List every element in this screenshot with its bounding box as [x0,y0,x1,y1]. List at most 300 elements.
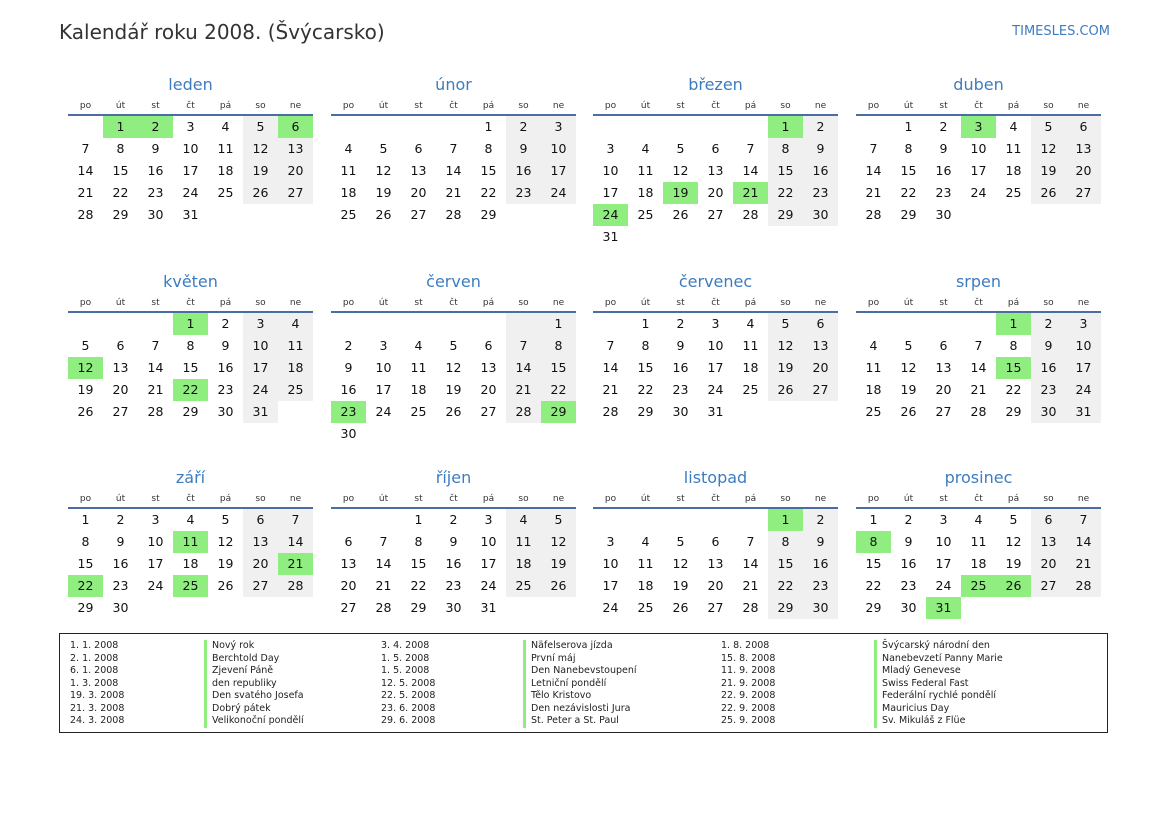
day-cell: 11 [637,163,654,178]
day-cell: 7 [606,338,615,353]
day-cell: 31 [1066,401,1101,423]
month-name: srpen [955,272,1002,291]
day-cell: 20 [112,382,129,397]
day-grid [593,313,838,423]
day-cell: 15 [77,556,94,571]
day-cell: 9 [1031,335,1066,357]
legend-names [204,640,304,728]
day-cell: 2 [221,316,230,331]
empty-cell [366,509,401,531]
month-name: leden [168,75,213,94]
day-cell: 10 [602,163,619,178]
legend-date: 11. 9. 2008 [721,665,776,676]
day-cell: 25 [1005,185,1022,200]
empty-cell [173,597,208,619]
day-cell: 2 [506,116,541,138]
day-cell: 6 [1066,116,1101,138]
day-cell: 10 [375,360,392,375]
day-cell: 9 [344,360,353,375]
weekday-label: čt [974,298,983,308]
weekday-label: st [414,298,423,308]
day-cell: 11 [278,335,313,357]
empty-cell [331,313,366,335]
day-cell: 16 [900,556,917,571]
empty-cell [1031,597,1066,619]
day-cell: 22 [410,578,427,593]
weekday-label: so [780,298,791,308]
day-cell: 19 [445,382,462,397]
day-cell: 19 [541,553,576,575]
day-cell: 12 [445,360,462,375]
day-cell: 1 [768,116,803,138]
legend-holiday-name: Swiss Federal Fast [874,678,1003,691]
legend-date: 22. 9. 2008 [721,702,776,714]
empty-cell [68,116,103,138]
day-cell: 27 [707,207,724,222]
day-cell: 23 [331,401,366,423]
day-cell: 21 [865,185,882,200]
day-cell: 31 [602,229,619,244]
weekday-label: ne [814,298,827,308]
day-cell: 14 [147,360,164,375]
day-cell: 23 [147,185,164,200]
day-cell: 18 [865,382,882,397]
day-cell: 11 [506,531,541,553]
weekday-header [856,98,1101,116]
day-cell: 27 [707,600,724,615]
day-cell: 18 [637,185,654,200]
month-name: červenec [678,272,753,291]
day-cell: 2 [803,116,838,138]
day-cell: 17 [243,357,278,379]
day-cell: 20 [340,578,357,593]
weekday-label: so [255,101,266,111]
empty-cell [401,423,436,445]
empty-cell [733,401,768,423]
weekday-label: čt [449,494,458,504]
day-cell: 26 [445,404,462,419]
weekday-label: ne [552,101,565,111]
empty-cell [243,204,278,226]
day-cell: 27 [1066,182,1101,204]
day-cell: 16 [506,160,541,182]
day-cell: 12 [672,163,689,178]
day-cell: 12 [541,531,576,553]
weekday-label: ne [552,298,565,308]
weekday-label: ne [289,101,302,111]
day-cell: 16 [672,360,689,375]
day-cell: 18 [340,185,357,200]
day-cell: 8 [81,534,90,549]
day-cell: 2 [1031,313,1066,335]
weekday-label: st [414,494,423,504]
day-cell: 23 [445,578,462,593]
day-cell: 9 [803,531,838,553]
day-cell: 24 [970,185,987,200]
day-cell: 1 [484,119,493,134]
day-cell: 17 [1066,357,1101,379]
day-cell: 4 [414,338,423,353]
day-cell: 12 [900,360,917,375]
weekday-label: pá [744,101,757,111]
legend-holiday-name: Švýcarský národní den [874,640,1003,653]
day-cell: 21 [375,578,392,593]
day-cell: 9 [221,338,230,353]
weekday-label: so [1043,494,1054,504]
day-cell: 28 [278,575,313,597]
day-cell: 15 [112,163,129,178]
month-leden [68,74,313,226]
day-cell: 2 [803,509,838,531]
empty-cell [138,313,173,335]
legend-date: 25. 9. 2008 [721,715,776,726]
day-cell: 29 [182,404,199,419]
day-cell: 10 [243,335,278,357]
day-cell: 4 [221,119,230,134]
day-cell: 23 [1031,379,1066,401]
day-cell: 18 [970,556,987,571]
day-cell: 28 [375,600,392,615]
day-cell: 21 [278,553,313,575]
day-cell: 15 [865,556,882,571]
day-cell: 5 [1009,512,1018,527]
legend-names [523,640,637,728]
day-cell: 2 [904,512,913,527]
legend-holiday-name: Dobrý pátek [204,703,304,716]
day-cell: 30 [217,404,234,419]
day-cell: 30 [900,600,917,615]
day-cell: 11 [970,534,987,549]
day-cell: 9 [904,534,913,549]
empty-cell [663,116,698,138]
day-cell: 8 [484,141,493,156]
day-cell: 4 [278,313,313,335]
day-cell: 30 [445,600,462,615]
month-name: duben [953,75,1004,94]
day-cell: 28 [742,207,759,222]
empty-cell [803,226,838,248]
day-cell: 26 [217,578,234,593]
day-cell: 2 [939,119,948,134]
empty-cell [663,226,698,248]
day-cell: 26 [375,207,392,222]
day-cell: 26 [77,404,94,419]
empty-cell [138,597,173,619]
empty-cell [278,401,313,423]
day-cell: 11 [340,163,357,178]
empty-cell [768,226,803,248]
day-cell: 27 [243,575,278,597]
day-cell: 9 [449,534,458,549]
weekday-label: pá [744,298,757,308]
day-cell: 2 [676,316,685,331]
day-cell: 4 [974,512,983,527]
day-cell: 27 [340,600,357,615]
day-cell: 18 [506,553,541,575]
day-cell: 18 [217,163,234,178]
legend-holiday-name: Den nezávislosti Jura [523,703,637,716]
day-cell: 29 [410,600,427,615]
weekday-label: čt [974,494,983,504]
day-cell: 25 [637,207,654,222]
legend-date: 29. 6. 2008 [381,715,436,726]
day-cell: 9 [939,141,948,156]
day-cell: 24 [147,578,164,593]
legend-date: 1. 5. 2008 [381,652,430,664]
legend-date: 19. 3. 2008 [70,690,125,701]
day-cell: 31 [243,401,278,423]
day-cell: 21 [1066,553,1101,575]
empty-cell [506,423,541,445]
empty-cell [436,116,471,138]
weekday-header [331,98,576,116]
month-říjen [331,467,576,619]
weekday-label: po [604,494,617,504]
site-link[interactable]: TIMESLES.COM [1012,24,1110,39]
day-cell: 12 [375,163,392,178]
day-cell: 18 [182,556,199,571]
weekday-label: pá [482,101,495,111]
month-listopad [593,467,838,619]
empty-cell [698,226,733,248]
weekday-label: so [1043,298,1054,308]
day-cell: 26 [768,379,803,401]
day-cell: 4 [641,534,650,549]
day-cell: 24 [541,182,576,204]
day-cell: 17 [602,185,619,200]
day-cell: 5 [676,534,685,549]
weekday-label: st [676,101,685,111]
day-cell: 22 [1005,382,1022,397]
weekday-label: so [255,494,266,504]
day-cell: 1 [173,313,208,335]
legend-holiday-name: Mladý Genevese [874,665,1003,678]
day-cell: 25 [742,382,759,397]
day-cell: 2 [138,116,173,138]
day-cell: 7 [379,534,388,549]
weekday-label: ne [814,494,827,504]
day-cell: 10 [480,534,497,549]
day-cell: 25 [961,575,996,597]
day-cell: 29 [480,207,497,222]
weekday-label: ne [1077,101,1090,111]
day-cell: 5 [221,512,230,527]
day-cell: 13 [340,556,357,571]
weekday-label: ne [289,494,302,504]
day-cell: 30 [803,597,838,619]
day-cell: 4 [506,509,541,531]
day-cell: 28 [865,207,882,222]
day-cell: 8 [768,138,803,160]
legend-holiday-name: Letniční pondělí [523,678,637,691]
day-cell: 22 [768,575,803,597]
day-cell: 25 [637,600,654,615]
day-cell: 20 [243,553,278,575]
day-cell: 28 [602,404,619,419]
legend-holiday-name: Den Nanebevstoupení [523,665,637,678]
day-cell: 22 [480,185,497,200]
weekday-label: so [518,101,529,111]
day-cell: 24 [182,185,199,200]
day-cell: 12 [243,138,278,160]
day-cell: 9 [116,534,125,549]
holiday-legend [59,633,1108,733]
empty-cell [961,597,996,619]
day-cell: 13 [112,360,129,375]
day-cell: 24 [707,382,724,397]
day-cell: 20 [1031,553,1066,575]
day-cell: 10 [970,141,987,156]
day-cell: 5 [449,338,458,353]
day-cell: 8 [541,335,576,357]
weekday-header [856,491,1101,509]
day-cell: 4 [1009,119,1018,134]
day-cell: 24 [480,578,497,593]
empty-cell [891,313,926,335]
day-cell: 16 [803,160,838,182]
day-cell: 7 [746,141,755,156]
day-cell: 24 [593,204,628,226]
weekday-label: ne [552,494,565,504]
day-cell: 14 [506,357,541,379]
empty-cell [1066,204,1101,226]
day-cell: 29 [637,404,654,419]
day-cell: 16 [217,360,234,375]
weekday-label: so [1043,101,1054,111]
weekday-label: ne [1077,298,1090,308]
day-cell: 29 [541,401,576,423]
day-cell: 5 [904,338,913,353]
weekday-label: čt [186,298,195,308]
day-cell: 6 [939,338,948,353]
weekday-label: čt [449,101,458,111]
day-cell: 7 [151,338,160,353]
empty-cell [996,597,1031,619]
day-cell: 3 [606,534,615,549]
month-duben [856,74,1101,226]
day-cell: 5 [243,116,278,138]
weekday-label: út [640,494,651,504]
day-cell: 19 [1005,556,1022,571]
day-cell: 11 [742,338,759,353]
empty-cell [436,313,471,335]
day-cell: 19 [663,182,698,204]
weekday-label: čt [974,101,983,111]
empty-cell [733,509,768,531]
day-cell: 1 [414,512,423,527]
day-cell: 1 [81,512,90,527]
day-cell: 21 [506,379,541,401]
day-cell: 15 [768,553,803,575]
day-cell: 10 [602,556,619,571]
day-cell: 9 [151,141,160,156]
month-únor [331,74,576,226]
day-cell: 30 [672,404,689,419]
legend-holiday-name: Nový rok [204,640,304,653]
month-červen [331,271,576,445]
weekday-label: pá [219,101,232,111]
weekday-label: so [780,494,791,504]
weekday-label: po [604,298,617,308]
day-cell: 8 [856,531,891,553]
day-cell: 22 [112,185,129,200]
day-cell: 7 [869,141,878,156]
day-cell: 22 [768,182,803,204]
day-cell: 20 [1066,160,1101,182]
empty-cell [961,204,996,226]
weekday-label: po [342,101,355,111]
day-cell: 22 [637,382,654,397]
legend-holiday-name: Berchtold Day [204,653,304,666]
day-cell: 29 [112,207,129,222]
weekday-label: po [79,494,92,504]
weekday-label: ne [289,298,302,308]
day-cell: 3 [484,512,493,527]
weekday-header [593,491,838,509]
empty-cell [278,204,313,226]
day-cell: 8 [1009,338,1018,353]
legend-holiday-name: Nanebevzetí Panny Marie [874,653,1003,666]
day-cell: 21 [445,185,462,200]
day-cell: 25 [865,404,882,419]
legend-date: 22. 5. 2008 [381,690,436,701]
legend-holiday-name: První máj [523,653,637,666]
empty-cell [698,116,733,138]
day-cell: 3 [186,119,195,134]
weekday-label: po [342,494,355,504]
empty-cell [663,509,698,531]
day-cell: 26 [672,600,689,615]
month-květen [68,271,313,423]
day-cell: 20 [707,578,724,593]
day-cell: 15 [900,163,917,178]
day-cell: 21 [602,382,619,397]
day-cell: 19 [1031,160,1066,182]
empty-cell [541,597,576,619]
weekday-label: so [518,298,529,308]
day-cell: 26 [541,575,576,597]
day-grid [68,509,313,619]
day-cell: 1 [869,512,878,527]
day-grid [331,116,576,226]
day-cell: 14 [742,556,759,571]
day-cell: 13 [278,138,313,160]
weekday-label: čt [186,101,195,111]
weekday-label: pá [1007,494,1020,504]
day-cell: 10 [707,338,724,353]
day-cell: 21 [970,382,987,397]
month-prosinec [856,467,1101,619]
day-cell: 7 [449,141,458,156]
month-březen [593,74,838,248]
day-cell: 13 [935,360,952,375]
day-cell: 28 [445,207,462,222]
day-cell: 3 [711,316,720,331]
day-cell: 29 [865,600,882,615]
day-cell: 6 [484,338,493,353]
empty-cell [541,204,576,226]
empty-cell [208,204,243,226]
day-cell: 27 [278,182,313,204]
day-cell: 17 [970,163,987,178]
day-cell: 21 [742,578,759,593]
day-cell: 17 [602,578,619,593]
weekday-header [856,295,1101,313]
day-cell: 23 [803,575,838,597]
day-cell: 7 [278,509,313,531]
day-cell: 13 [707,556,724,571]
legend-date: 2. 1. 2008 [70,652,119,664]
